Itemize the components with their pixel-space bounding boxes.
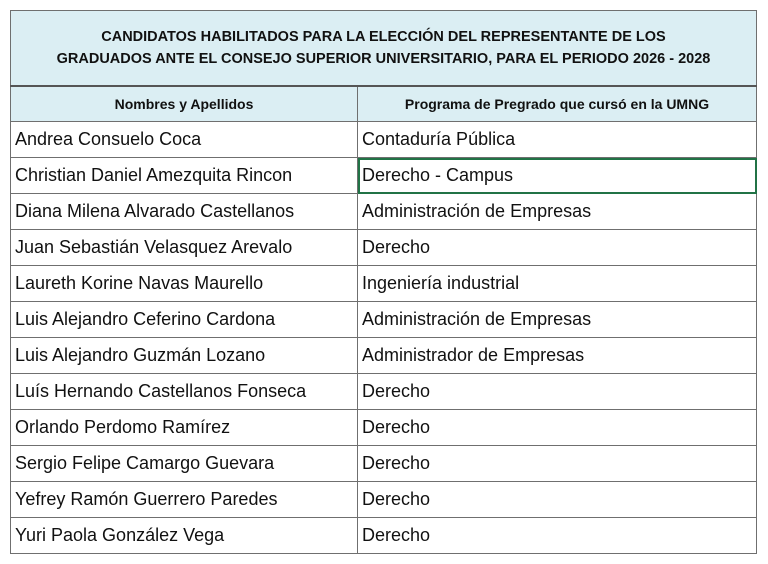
cell-program[interactable]: Derecho — [358, 410, 757, 446]
title-line-1: CANDIDATOS HABILITADOS PARA LA ELECCIÓN DEL REPRESENTANTE DE LOS — [101, 29, 666, 45]
cell-name[interactable]: Orlando Perdomo Ramírez — [11, 410, 358, 446]
cell-program-selected[interactable]: Derecho - Campus — [358, 158, 757, 194]
cell-program[interactable]: Derecho — [358, 446, 757, 482]
cell-program[interactable]: Derecho — [358, 518, 757, 554]
cell-program[interactable]: Administración de Empresas — [358, 302, 757, 338]
table-row — [11, 482, 757, 518]
header-row — [11, 86, 757, 122]
title-row — [11, 11, 757, 87]
table-row — [11, 410, 757, 446]
cell-name[interactable]: Laureth Korine Navas Maurello — [11, 266, 358, 302]
cell-name[interactable]: Luís Hernando Castellanos Fonseca — [11, 374, 358, 410]
cell-name[interactable]: Diana Milena Alvarado Castellanos — [11, 194, 358, 230]
cell-program[interactable]: Contaduría Pública — [358, 122, 757, 158]
table-row — [11, 338, 757, 374]
table-row — [11, 194, 757, 230]
cell-program[interactable]: Derecho — [358, 482, 757, 518]
header-program[interactable]: Programa de Pregrado que cursó en la UMNG — [358, 86, 757, 122]
table-row — [11, 446, 757, 482]
cell-program[interactable]: Ingeniería industrial — [358, 266, 757, 302]
table-row — [11, 122, 757, 158]
cell-name[interactable]: Sergio Felipe Camargo Guevara — [11, 446, 358, 482]
table-row — [11, 518, 757, 554]
cell-program[interactable]: Administrador de Empresas — [358, 338, 757, 374]
cell-program[interactable]: Administración de Empresas — [358, 194, 757, 230]
table-title[interactable] — [11, 11, 757, 87]
candidates-table — [10, 10, 757, 554]
cell-program[interactable]: Derecho — [358, 374, 757, 410]
table-row — [11, 230, 757, 266]
table-row — [11, 302, 757, 338]
cell-name[interactable]: Luis Alejandro Ceferino Cardona — [11, 302, 358, 338]
table-row — [11, 374, 757, 410]
title-line-2: GRADUADOS ANTE EL CONSEJO SUPERIOR UNIVERSITARIO, PARA EL PERIODO 2026 - 2028 — [56, 51, 711, 67]
table-row — [11, 266, 757, 302]
cell-name[interactable]: Juan Sebastián Velasquez Arevalo — [11, 230, 358, 266]
cell-name[interactable]: Yefrey Ramón Guerrero Paredes — [11, 482, 358, 518]
table-row — [11, 158, 757, 194]
cell-name[interactable]: Luis Alejandro Guzmán Lozano — [11, 338, 358, 374]
cell-name[interactable]: Andrea Consuelo Coca — [11, 122, 358, 158]
cell-name[interactable]: Yuri Paola González Vega — [11, 518, 358, 554]
cell-name[interactable]: Christian Daniel Amezquita Rincon — [11, 158, 358, 194]
header-name[interactable]: Nombres y Apellidos — [11, 86, 358, 122]
cell-program[interactable]: Derecho — [358, 230, 757, 266]
